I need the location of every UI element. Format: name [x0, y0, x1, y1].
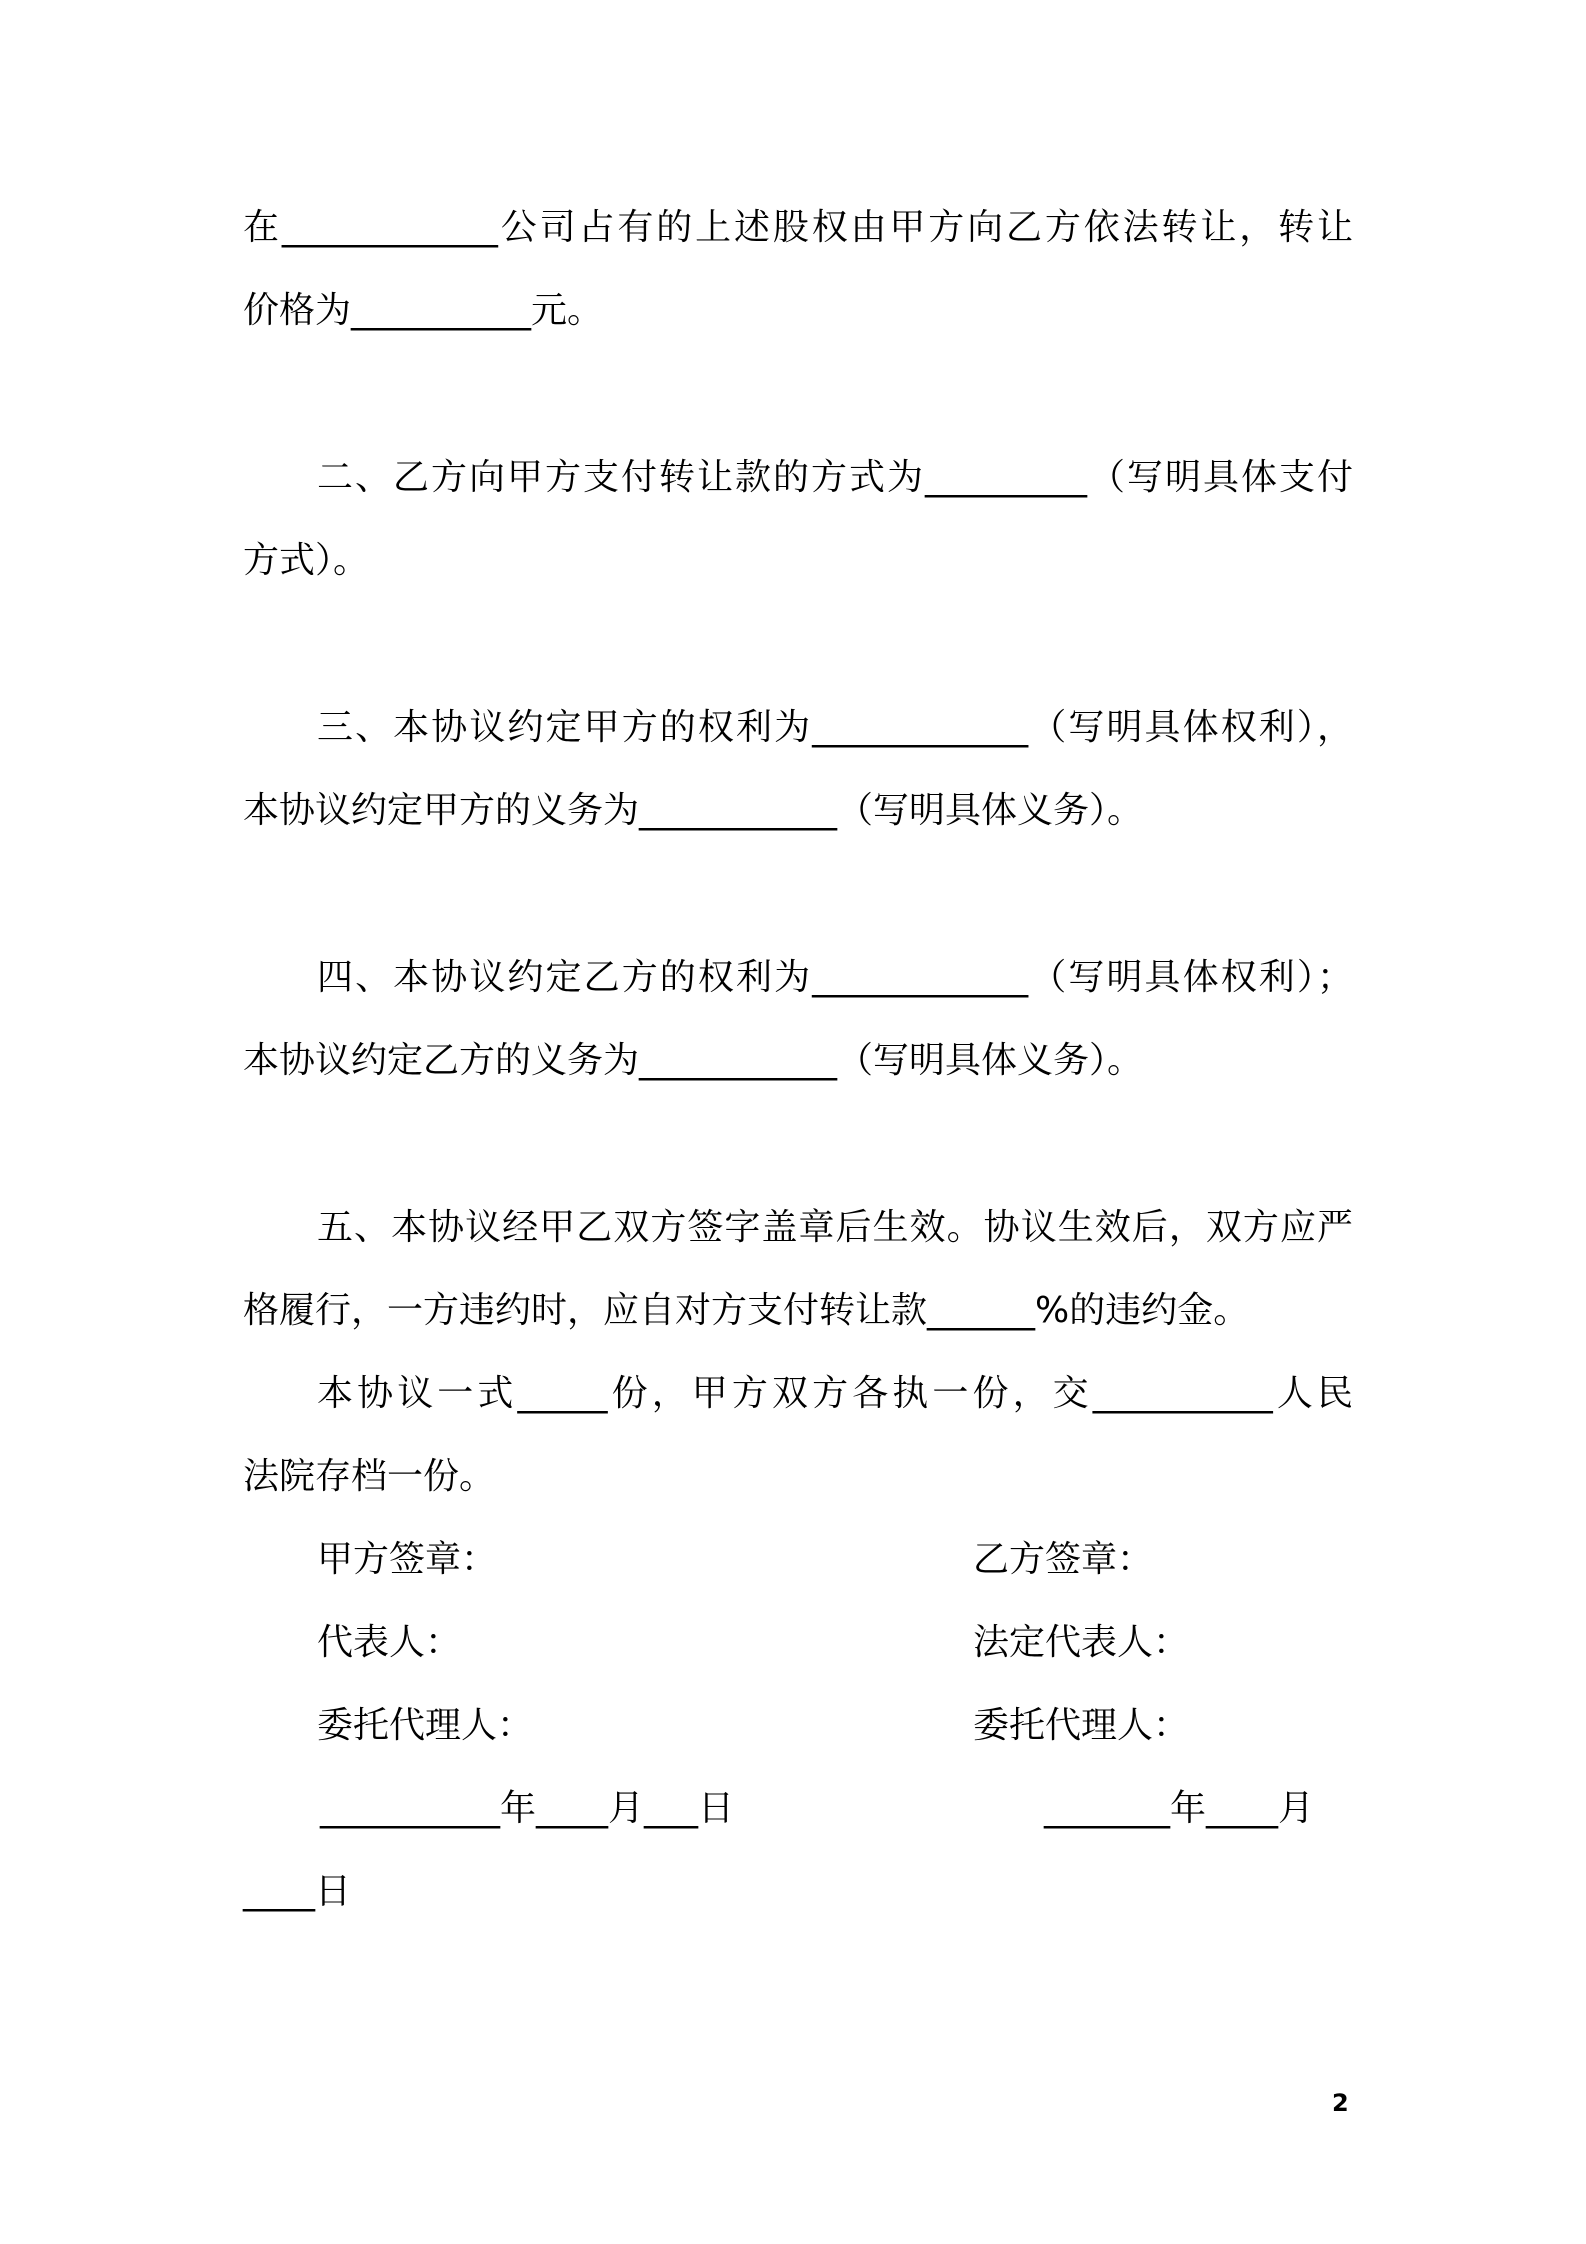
paragraph-3-line-1: 三、本协议约定甲方的权利为____________（写明具体权利）， — [317, 707, 1353, 748]
paragraph-4-line-2: 本协议约定乙方的义务为___________（写明具体义务）。 — [243, 1040, 1144, 1081]
paragraph-6-line-2: 法院存档一份。 — [243, 1456, 496, 1497]
paragraph-1-line-1: 在____________公司占有的上述股权由甲方向乙方依法转让，转让 — [243, 207, 1353, 248]
party-a-agent-label: 委托代理人： — [317, 1705, 534, 1746]
paragraph-5-line-2: 格履行，一方违约时，应自对方支付转让款______%的违约金。 — [243, 1290, 1250, 1331]
page-number: 2 — [1332, 2089, 1349, 2117]
party-a-representative-label: 代表人： — [317, 1622, 462, 1663]
party-a-seal-label: 甲方签章： — [317, 1539, 498, 1580]
party-b-date-line: _______年____月 — [1044, 1788, 1315, 1829]
paragraph-5-line-1: 五、本协议经甲乙双方签字盖章后生效。协议生效后，双方应严 — [317, 1207, 1353, 1248]
party-b-seal-label: 乙方签章： — [973, 1539, 1154, 1580]
paragraph-1-line-2: 价格为__________元。 — [243, 290, 604, 331]
paragraph-3-line-2: 本协议约定甲方的义务为___________（写明具体义务）。 — [243, 790, 1144, 831]
party-b-legal-representative-label: 法定代表人： — [973, 1622, 1190, 1663]
paragraph-2-line-1: 二、乙方向甲方支付转让款的方式为_________（写明具体支付 — [317, 457, 1353, 498]
party-b-agent-label: 委托代理人： — [973, 1705, 1190, 1746]
paragraph-2-line-2: 方式）。 — [243, 540, 370, 581]
paragraph-4-line-1: 四、本协议约定乙方的权利为____________（写明具体权利）； — [317, 957, 1353, 998]
party-a-date-line: __________年____月___日 — [320, 1788, 734, 1829]
paragraph-6-line-1: 本协议一式_____份，甲方双方各执一份，交__________人民 — [317, 1373, 1353, 1414]
party-b-date-day: ____日 — [243, 1871, 352, 1912]
